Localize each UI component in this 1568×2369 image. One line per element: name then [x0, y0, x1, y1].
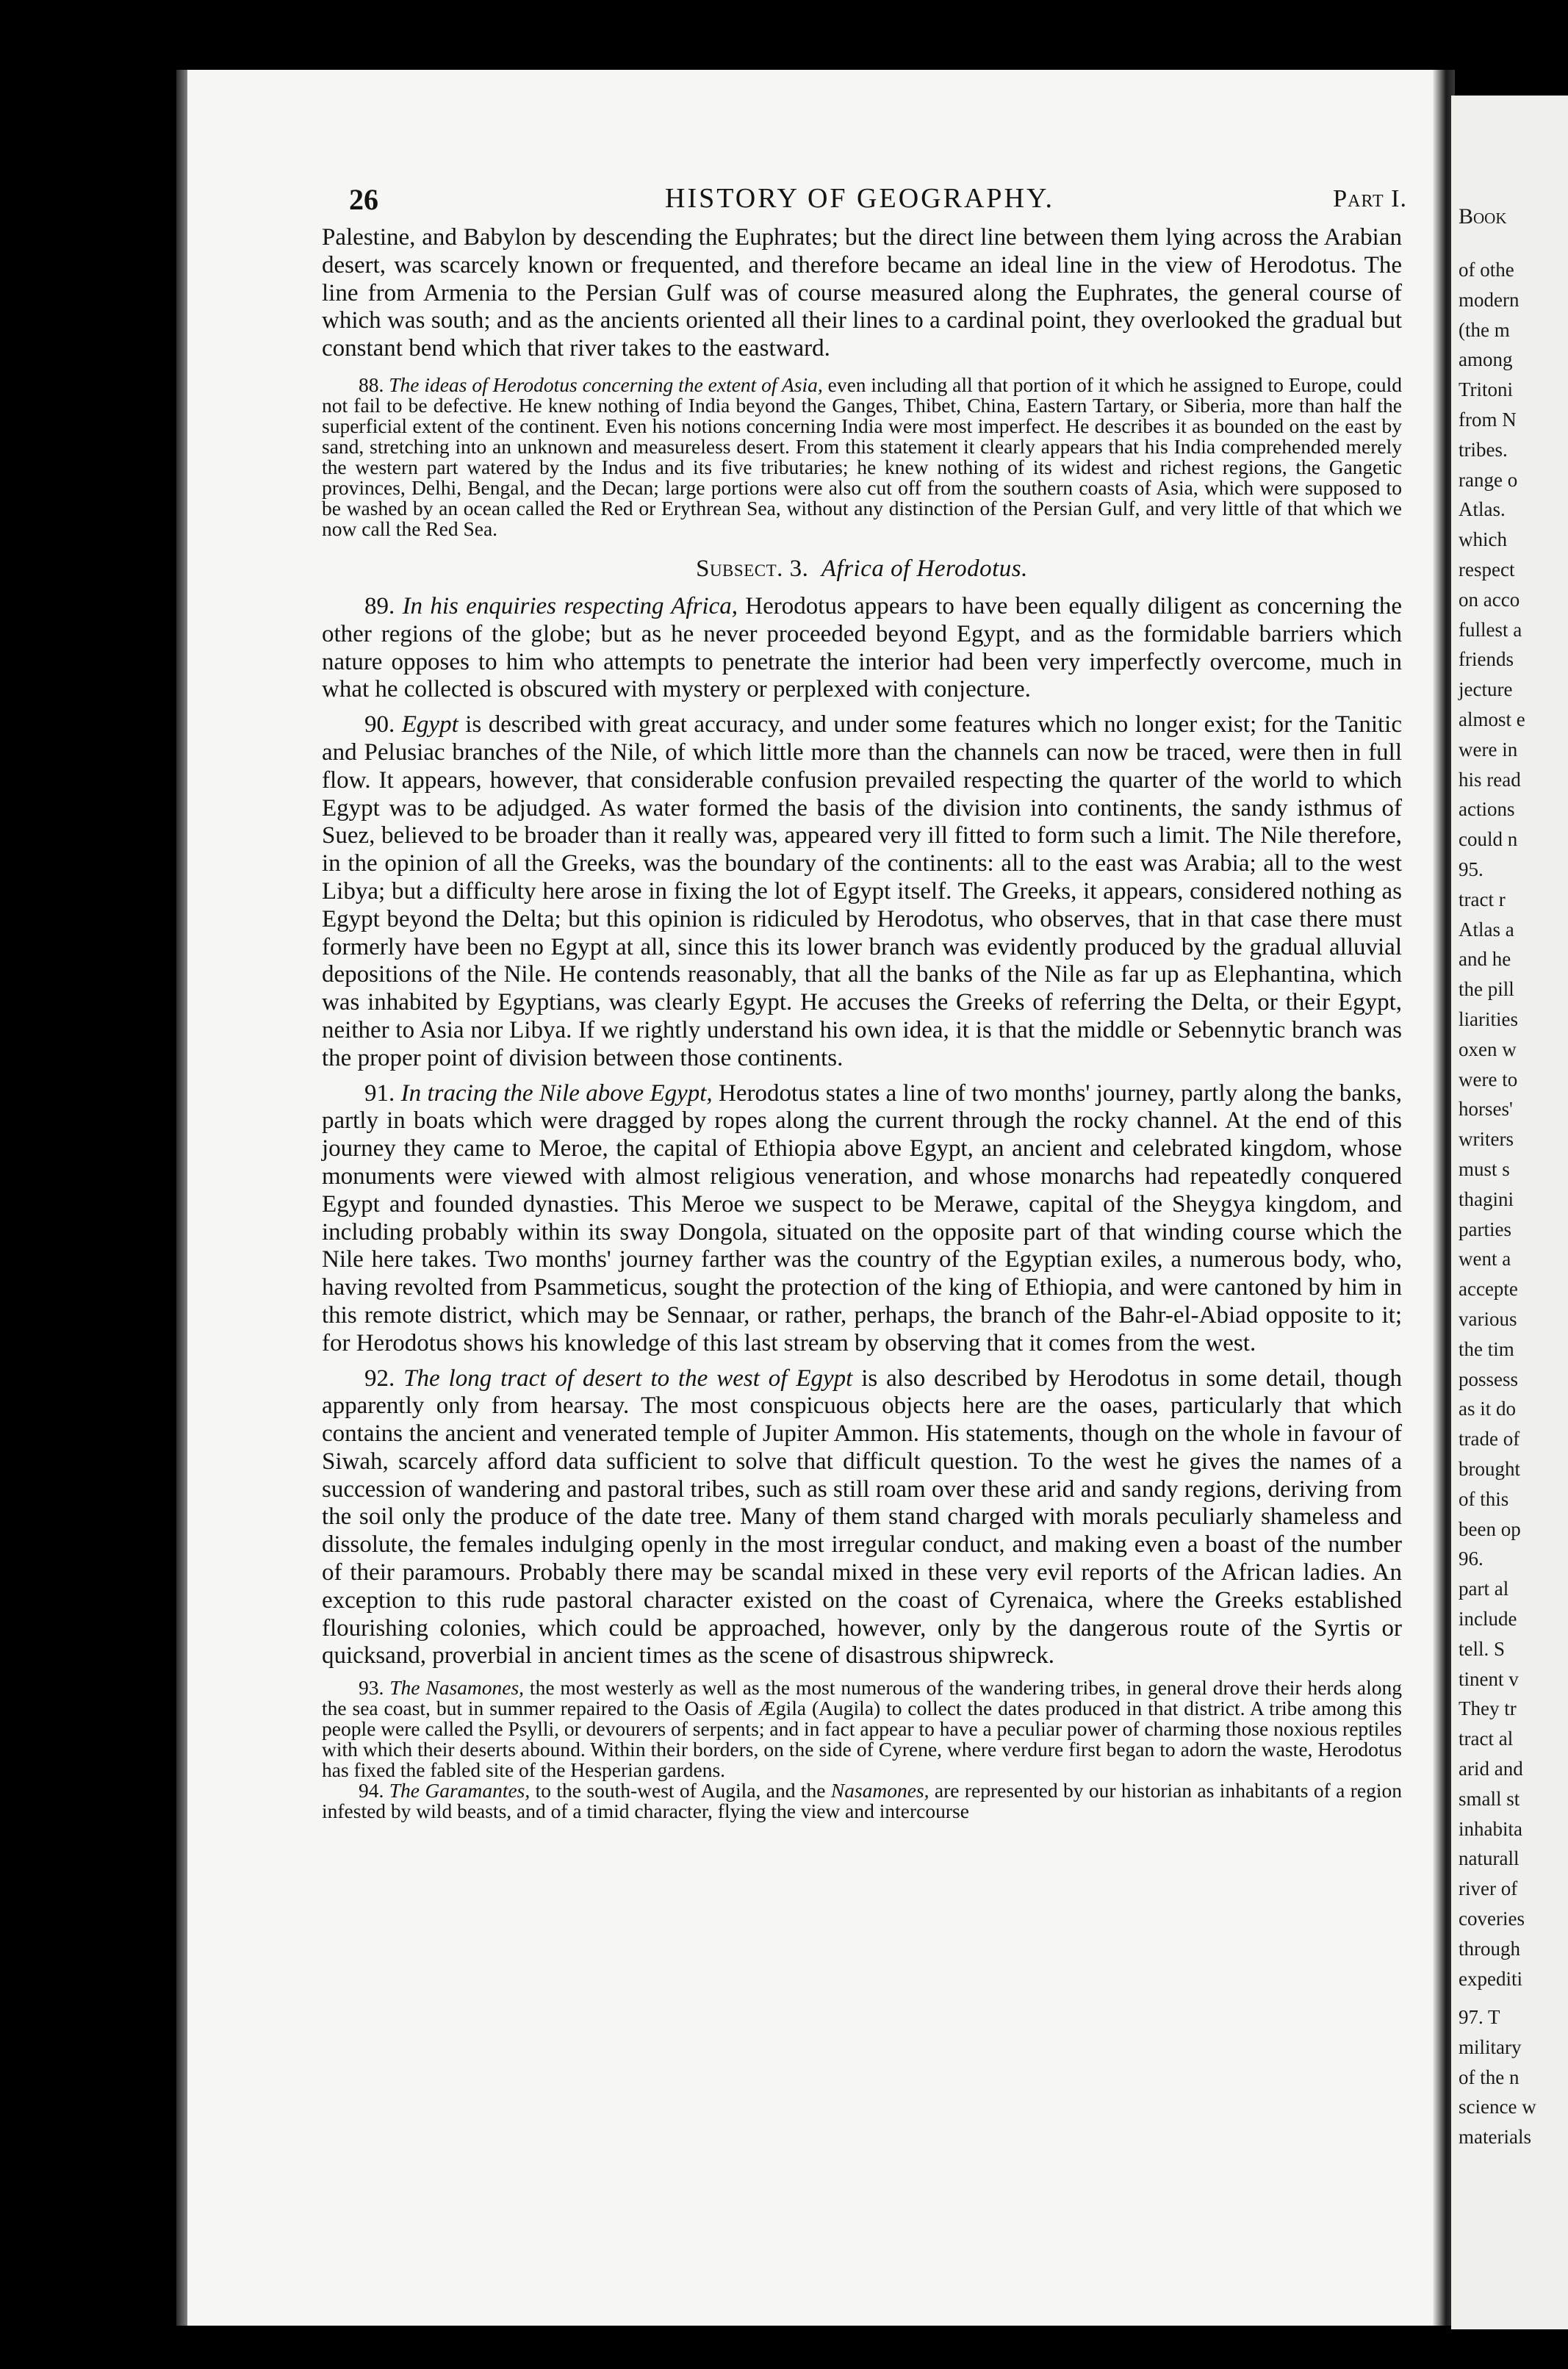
paragraph-lead: Egypt — [401, 711, 458, 738]
paragraph-number: 89. — [364, 592, 395, 619]
facing-page-line: of othe — [1459, 259, 1514, 281]
note-lead: The ideas of Herodotus concerning the extent of Asia, — [389, 373, 823, 396]
facing-page-line: tract r — [1459, 888, 1506, 910]
facing-page-line: They tr — [1459, 1697, 1517, 1720]
note-text: even including all that portion of it which he assigned to Europe, could not fail to be defective. He knew nothing of India beyond the Ganges, Thibet, China, Eastern Tartary, or Siberia, more than half the superficial extent of the continent. Even his notions concerning India were most imperfect. He describes it as bounded on the east by sand, stretching into an unknown and measureless desert. From this statement it clearly appears that his India comprehended merely the western part watered by the Indus and its five tributaries; he knew nothing of its widest and richest regions, the Gangetic provinces, Delhi, Bengal, and the Decan; large portions were also cut off from the southern coasts of Asia, which were supposed to be washed by an ocean called the Red or Erythrean Sea, without any distinction of the Persian Gulf, and very little of that which we now call the Red Sea. — [322, 373, 1403, 540]
paragraph-91 — [322, 1080, 1402, 1358]
note-number: 88. — [359, 373, 384, 396]
facing-page-line: could n — [1459, 828, 1518, 851]
facing-page-line: expediti — [1459, 1967, 1522, 1990]
facing-page-line: must s — [1459, 1158, 1510, 1180]
facing-page-line: various — [1459, 1308, 1517, 1330]
facing-page-line: tract al — [1459, 1728, 1514, 1750]
facing-page-line: trade of — [1459, 1428, 1520, 1450]
facing-page-line: actions — [1459, 798, 1515, 821]
footnote-93: 93. The Nasamones, the most westerly as well as the most numerous of the wandering tribes, in general drove their herds along the sea coast, but in summer repaired to the Oasis of Ægila (Augila) to collect the dates produced in that district. A tribe among this people were called the Psylli, or devourers of serpents; and in fact appear to have a peculiar power of charming those noxious reptiles with which their deserts abound. Within their borders, on the side of Cyrene, where verdure first began to adorn the waste, Herodotus has fixed the fabled site of the Hesperian gardens. — [322, 1676, 1403, 1782]
facing-page-line: the pill — [1459, 978, 1514, 1001]
paragraph-92 — [322, 1365, 1402, 1671]
facing-page-line: inhabita — [1459, 1817, 1522, 1840]
part-label: Part I. — [1333, 185, 1407, 212]
subsection-label: Subsect. 3. — [696, 555, 809, 582]
facing-page-line: which — [1459, 528, 1507, 551]
continuation-paragraph: Palestine, and Babylon by descending the Euphrates; but the direct line between them lying across the Arabian desert, was scarcely known or frequented, and therefore became an ideal line in the view of Herodotus. The line from Armenia to the Persian Gulf was of course measured along the Euphrates, the general course of which was south; and as the ancients oriented all their lines to a cardinal point, they overlooked the gradual but constant bend which that river takes to the eastward. — [322, 224, 1402, 362]
paragraph-lead: In tracing the Nile above Egypt, — [400, 1079, 713, 1107]
facing-page-line: on acco — [1459, 588, 1520, 611]
facing-page-line: (the m — [1459, 318, 1510, 341]
facing-page-line: through — [1459, 1937, 1520, 1960]
facing-page-line: small st — [1459, 1787, 1520, 1810]
facing-page-line: tribes. — [1459, 438, 1508, 461]
facing-page-line: oxen w — [1459, 1038, 1517, 1060]
footnotes-93-94 — [322, 1678, 1402, 1822]
facing-page-line: part al — [1459, 1578, 1509, 1600]
facing-page-fragment — [1451, 96, 1568, 2329]
subsection-heading — [322, 556, 1402, 583]
facing-page-line: respect — [1459, 558, 1515, 580]
subsection-title: Africa of Herodotus. — [821, 555, 1028, 582]
footnote-88 — [322, 375, 1402, 539]
facing-page-line: coveries — [1459, 1908, 1525, 1930]
facing-page-line: naturall — [1459, 1847, 1520, 1870]
paragraph-lead: In his enquiries respecting Africa, — [402, 592, 738, 619]
page-number: 26 — [349, 183, 378, 216]
facing-page-line: range o — [1459, 468, 1518, 491]
facing-page-line: Tritoni — [1459, 378, 1514, 401]
facing-page-line: from N — [1459, 409, 1517, 431]
facing-page-line: as it do — [1459, 1398, 1516, 1420]
paragraph-90 — [322, 711, 1402, 1072]
facing-page-line: almost e — [1459, 708, 1525, 730]
facing-page-line: were to — [1459, 1068, 1518, 1090]
facing-page-line: tinent v — [1459, 1667, 1519, 1690]
facing-page-line: Atlas. — [1459, 498, 1506, 521]
paragraph-number: 92. — [364, 1365, 395, 1392]
facing-page-line: materials — [1459, 2126, 1531, 2149]
facing-page-line: and he — [1459, 948, 1511, 971]
paragraph-text: Herodotus appears to have been equally diligent as concerning the other regions of the globe; but as he never proceeded beyond Egypt, and as the formidable barriers which nature opposes to him who attempts to penetrate the interior had been very imperfectly overcome, much in what he collected is obscured with mystery or perplexed with conjecture. — [322, 592, 1402, 703]
facing-page-line: thagini — [1459, 1187, 1514, 1210]
paragraph-text: Herodotus states a line of two months' journey, partly along the banks, partly in boats which were dragged by ropes along the current through the rocky channel. At the end of this journey they came to Meroe, the capital of Ethiopia above Egypt, an ancient and celebrated kingdom, whose monuments were viewed with almost religious veneration, and whose monarchs had repeatedly conquered Egypt and founded dynasties. This Meroe we suspect to be Merawe, capital of the Sheygya kingdom, and including probably within its sway Dongola, situated on the opposite part of that winding course which the Nile here takes. Two months' journey farther was the country of the Egyptian exiles, a numerous body, who, having revolted from Psammeticus, sought the protection of the king of Ethiopia, and were cantoned by him in this remote district, which may be Sennaar, or rather, perhaps, the branch of the Bahr-el-Abiad opposite to it; for Herodotus shows his knowledge of this last stream by observing that it comes from the west. — [322, 1079, 1402, 1356]
facing-page-line: 97. T — [1459, 2006, 1500, 2028]
facing-page-line: went a — [1459, 1248, 1511, 1270]
page-body — [322, 224, 1402, 1838]
facing-page-line: 96. — [1459, 1547, 1484, 1570]
facing-page-line: horses' — [1459, 1098, 1513, 1121]
paragraph-lead: The long tract of desert to the west of Egypt — [403, 1365, 853, 1392]
facing-page-line: include — [1459, 1608, 1517, 1630]
facing-page-line: were in — [1459, 738, 1518, 761]
facing-page-line: river of — [1459, 1877, 1518, 1900]
facing-page-line: been op — [1459, 1517, 1521, 1540]
facing-page-line: possess — [1459, 1367, 1519, 1390]
facing-page-line: 95. — [1459, 858, 1484, 880]
facing-page-line: of the n — [1459, 2066, 1520, 2088]
paragraph-text: is also described by Herodotus in some detail, though apparently only from hearsay. The most conspicuous objects here are the oases, particularly that which contains the ancient and venerated temple of Jupiter Ammon. His statements, though on the whole in favour of Siwah, scarcely afford data sufficient to solve that difficult question. To the west he gives the names of a succession of wandering and pastoral tribes, such as still roam over these arid and sandy regions, deriving from the soil only the produce of the date tree. Many of them stand charged with morals peculiarly shameless and dissolute, the females indulging openly in the most irregular conduct, and making even a boast of the number of their paramours. Probably there may be scandal mixed in these very evil reports of the African ladies. An exception to this rude pastoral character existed on the coast of Cyrenaica, where the Greeks established flourishing colonies, which could be approached, however, only by the dangerous route of the Syrtis or quicksand, proverbial in ancient times as the scene of disastrous shipwreck. — [322, 1365, 1403, 1669]
footnote-94: 94. The Garamantes, to the south-west of Augila, and the Nasamones, are represented by our historian as inhabitants of a region infested by wild beasts, and of a timid character, flying the view and intercourse — [322, 1779, 1402, 1823]
facing-page-line: accepte — [1459, 1278, 1518, 1301]
paragraph-text: is described with great accuracy, and under some features which no longer exist; for the Tanitic and Pelusiac branches of the Nile, of which little more than the channels can now be traced, were then in full flow. It appears, however, that considerable confusion prevailed respecting the quarter of the world to which Egypt was to be adjudged. As water formed the basis of the division into continents, the sandy isthmus of Suez, believed to be broader than it really was, appeared very ill fitted to form such a limit. The Nile therefore, in the opinion of all the Greeks, was the boundary of the continents: all to the east was Arabia; all to the west Libya; but a difficulty here arose in fixing the lot of Egypt itself. The Greeks, it appears, considered nothing as Egypt beyond the Delta; but this opinion is ridiculed by Herodotus, who observes, that in that case there must formerly have been no Egypt at all, since this its lower branch was evidently produced by the gradual alluvial depositions of the Nile. He contends reasonably, that all the banks of the Nile as far up as Elephantina, which was inhabited by Egyptians, was clearly Egypt. He accuses the Greeks of referring the Delta, or their Egypt, neither to Asia nor Libya. If we rightly understand his own idea, it is that the middle or Sebennytic branch was the proper point of division between those continents. — [322, 711, 1402, 1071]
facing-page-line: military — [1459, 2035, 1522, 2058]
running-head — [349, 182, 1407, 219]
facing-page-line: writers — [1459, 1128, 1514, 1151]
facing-page-line: his read — [1459, 768, 1521, 791]
facing-page-line: Atlas a — [1459, 918, 1514, 941]
paragraph-number: 90. — [364, 711, 395, 738]
facing-page-line: jecture — [1459, 678, 1513, 701]
facing-page-line: liarities — [1459, 1008, 1518, 1030]
facing-page-line: among — [1459, 348, 1513, 371]
facing-page-line: of this — [1459, 1487, 1509, 1510]
facing-page-line: the tim — [1459, 1337, 1514, 1360]
facing-page-line: brought — [1459, 1458, 1520, 1480]
facing-page-line: fullest a — [1459, 618, 1522, 641]
facing-page-line: arid and — [1459, 1758, 1523, 1780]
facing-page-header: Book — [1459, 204, 1507, 229]
paragraph-89 — [322, 593, 1402, 704]
paragraph-number: 91. — [364, 1079, 395, 1107]
facing-page-line: friends — [1459, 648, 1514, 671]
facing-page-line: parties — [1459, 1218, 1511, 1240]
facing-page-line: science w — [1459, 2096, 1536, 2118]
facing-page-line: modern — [1459, 288, 1520, 311]
running-title: HISTORY OF GEOGRAPHY. — [665, 183, 1055, 214]
facing-page-line: tell. S — [1459, 1637, 1506, 1660]
